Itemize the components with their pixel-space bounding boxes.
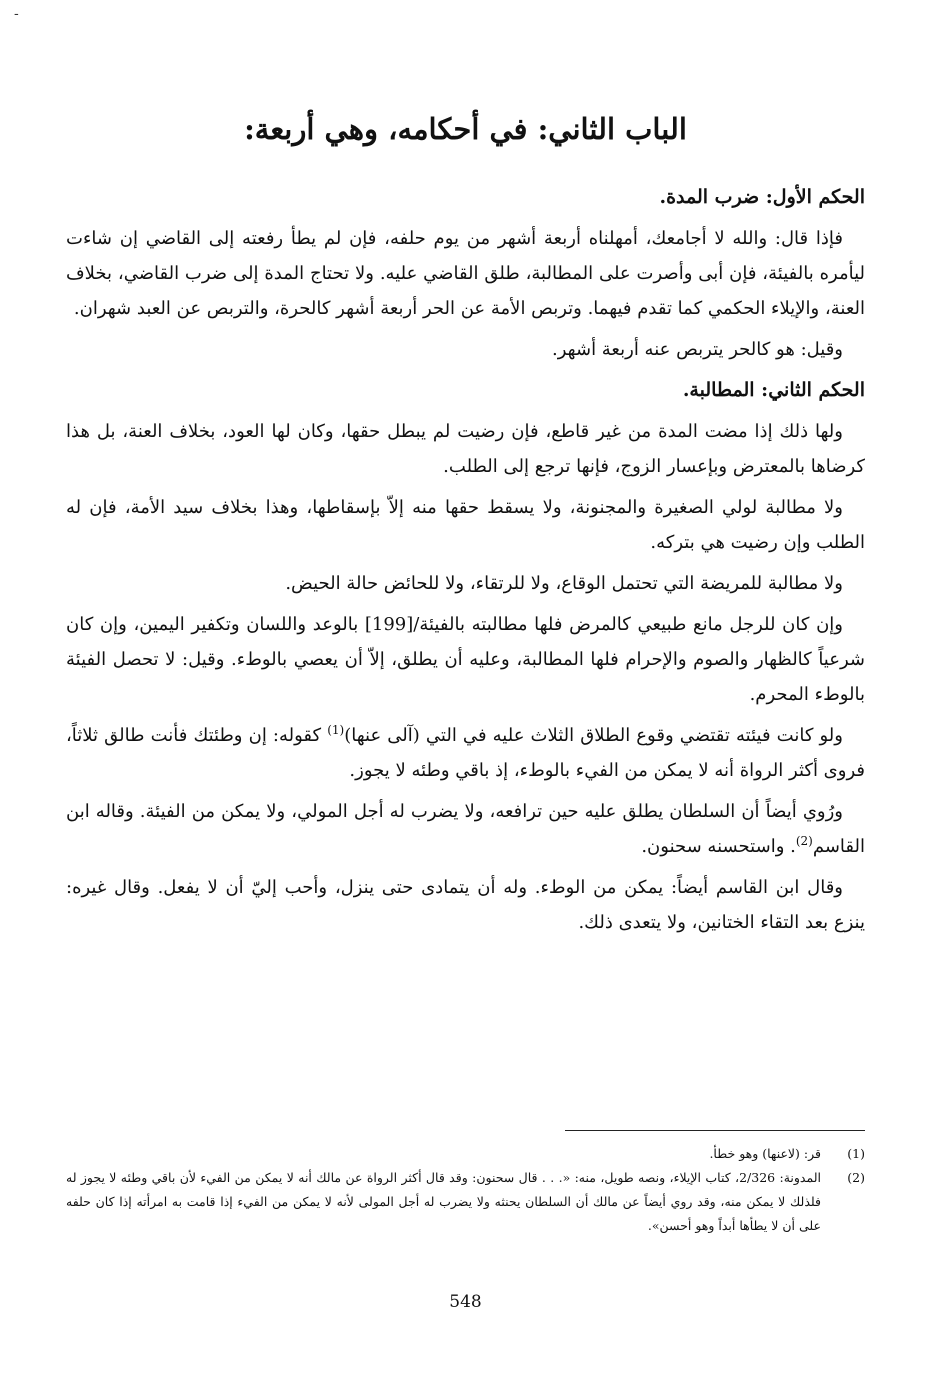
footnote-divider (565, 1130, 865, 1131)
document-page (14, 0, 865, 1378)
paragraph: ولها ذلك إذا مضت المدة من غير قاطع، فإن رضيت لم يبطل حقها، وكان لها العود، بخلاف العنة، بل هذا كرضاها بالمعترض وبإعسار الزوج، فإنها ترجع إلى الطلب. (66, 421, 865, 477)
chapter-title: الباب الثاني: في أحكامه، وهي أربعة: (244, 112, 687, 146)
page-number: 548 (449, 1292, 482, 1312)
paragraph-text: ولو كانت فيئته تقتضي وقوع الطلاق الثلاث عليه في التي (آلى عنها) (344, 725, 843, 746)
footnote-marker-1[interactable]: (1) (327, 723, 345, 737)
section-heading-first-ruling: الحكم الأول: ضرب المدة. (659, 186, 865, 208)
footnote-2 (66, 1166, 865, 1238)
footnote-1 (66, 1142, 865, 1166)
paragraph: وقيل: هو كالحر يتربص عنه أربعة أشهر. (552, 339, 843, 360)
section-heading-second-ruling: الحكم الثاني: المطالبة. (682, 379, 865, 401)
footnotes (66, 1142, 865, 1238)
body-text (66, 180, 865, 946)
paragraph: ولا مطالبة للمريضة التي تحتمل الوقاع، ولا للرتقاء، ولا للحائض حالة الحيض. (285, 573, 843, 594)
paragraph-text-continued: . واستحسنه سحنون. (641, 836, 796, 857)
footnote-number: (2) (847, 1170, 865, 1185)
paragraph-text-continued: كقوله: إن وطئتك فأنت طالق ثلاثاً، فروى أكثر الرواة أنه لا يمكن من الفيء بالوطء، إذ باقي وطئه لا يجوز. (66, 725, 865, 781)
footnote-number: (1) (847, 1146, 865, 1161)
paragraph: ولا مطالبة لولي الصغيرة والمجنونة، ولا يسقط حقها منه إلاّ بإسقاطها، وهذا بخلاف سيد الأمة، فإن له الطلب وإن رضيت هي بتركه. (66, 497, 865, 553)
paragraph-with-footnote-1 (66, 718, 865, 788)
footnote-text: قر: (لاعنها) وهو خطأ. (709, 1146, 821, 1161)
paragraph-text: ورُوي أيضاً أن السلطان يطلق عليه حين ترافعه، ولا يضرب له أجل المولي، ولا يمكن من الفيئة. وقاله ابن القاسم (66, 801, 865, 857)
paragraph-with-footnote-2 (66, 794, 865, 864)
corner-mark: - (14, 6, 19, 22)
paragraph: فإذا قال: والله لا أجامعك، أمهلناه أربعة أشهر من يوم حلفه، فإن لم يطأ رفعته إلى القاضي إن شاءت ليأمره بالفيئة، فإن أبى وأصرت على المطالبة، طلق القاضي عليه. ولا تحتاج المدة إلى ضرب القاضي، بخلاف العنة، والإيلاء الحكمي كما تقدم فيهما. وتربص الأمة عن الحر أربعة أشهر كالحرة، والتربص عن العبد شهران. (66, 228, 865, 319)
paragraph: وقال ابن القاسم أيضاً: يمكن من الوطء. وله أن يتمادى حتى ينزل، وأحب إليّ أن لا يفعل. وقال غيره: ينزع بعد التقاء الختانين، ولا يتعدى ذلك. (66, 877, 865, 933)
footnote-marker-2[interactable]: (2) (795, 834, 813, 848)
paragraph: وإن كان للرجل مانع طبيعي كالمرض فلها مطالبته بالفيئة/[199] بالوعد واللسان وتكفير اليمين، وإن كان شرعياً كالظهار والصوم والإحرام فلها المطالبة، وعليه أن يطلق، إلاّ أن يعصي بالوطء. وقيل: لا تحصل الفيئة بالوطء المحرم. (66, 614, 865, 705)
footnote-text: المدونة: 2/326، كتاب الإيلاء، ونصه طويل، منه: «. . . قال سحنون: وقد قال أكثر الرواة عن مالك أنه لا يمكن من الفيء لأن باقي وطئه لا يجوز له فلذلك لا يمكن منه، وقد روي أيضاً عن مالك أن السلطان يحنثه ولا يضرب له أجل المولى لأنه لا يمكن من الفيء إذا قامت به امرأته إذا كان حلفه على أن لا يطأها أبداً وهو أحسن». (66, 1170, 821, 1233)
